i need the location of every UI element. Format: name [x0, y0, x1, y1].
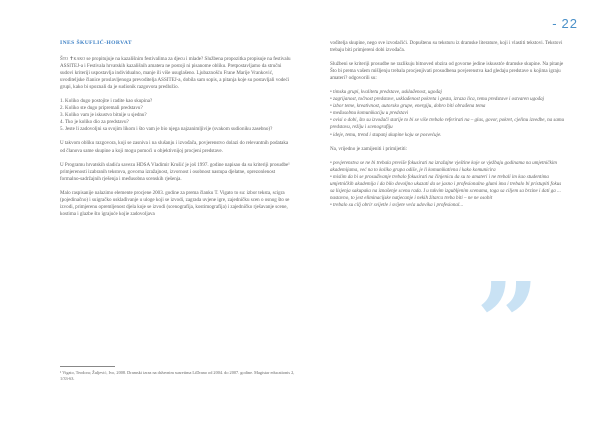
question-item: 1. Koliko dugo postojite i radite kao skupina?	[60, 98, 153, 105]
paragraph-criteria-1997: U Programu hrvatskih sladića savezu HDSA Vladimir Krušić je još 1997. godine napisao da su kriteriji prosudbe¹ primjerenosti izabranih tekstova, govorna izražajnost, izvornost i osobnost nastupa djelatne, oprezonlenost formalno-sadržajnih rješenja i međusobna scenskih rješenja.	[60, 161, 290, 182]
page-number-dash: -	[552, 16, 558, 31]
list-item: • trebalo su cilj obrir svijetle i svijete veća udovika i profesional...	[330, 201, 464, 208]
opinions-list	[330, 160, 566, 209]
paragraph-conversation: U takvom obliku razgovora, koji se zasniva i na slušanju i izvođača, povjerenstvo dolazi do relevantnih podataka od članova same skupine a koji mogu pomoći u objektivnijoj procjeni predstave.	[60, 140, 289, 154]
intro-text: se propitujuje na kazališnim festivalima za djecu i mlade? Službena propozitka propisuje na festivalu ASSITEJ-a i Festivala hrvatskih kazališnih amatera ne postoji ni pisanome obliku. Pretpostavljamo da stručni sudovi kriteriji uspostavlja individualno, manje ili više usuglašeno. Ljubaznošću Frane Marije Vranković, uvoditeljske članice proslavljenoga prevoditelja ASSITEJ-a, dobila sam sopis, a pitanja koje su postavljali vodeći grupi, kako bi spoznali da je sudionik razgovora predložio.	[60, 56, 291, 91]
paragraph-note: Na, vrijedno je zamijeniti i primijetiti:	[330, 145, 408, 152]
page-number	[552, 16, 578, 31]
right-column	[330, 40, 566, 216]
paragraph-continuation: vođitelja skupine, nego sve izvodačići. Dopuštenu su teksturu iz dramske literature, koji i vlastiti tekstovi. Tekstovi trebaju biti primjereni dobi izvođača.	[330, 40, 563, 54]
footnote-divider	[60, 366, 115, 367]
list-item: • ideje, temu, trend i stupanj skupine koju se posvećuje.	[330, 131, 442, 138]
list-item: • zagrijanost, točnost predstave, usklađenost pokreta i gesta, izraza lica, temu predstave i ostvaren ugođaj	[330, 96, 545, 103]
list-item: • ovisi o dobi, što su izvođači starije to bi se više trebalo referirati na – glas, govor, pokret, cjelinu izvedbe, na samu predstavu, režiju i scenografiju	[330, 117, 565, 131]
paragraph-survey-question: Službeni se kriteriji prosudbe ne razlikuju bitnoved obzira od govorne jedine iskusstće dramske skupine. Na pitanje Što bi prema vašem mišljenju trebala procjenjivati prosudbena povjerenstva kad gledaju predstave u kojima igraju amateri? odgovorili su:	[330, 61, 564, 82]
list-item: • timsku grupi, kvalitetu predstave, usklađenost, ugođaj	[330, 89, 442, 96]
question-item: 5. Jeste li zadovoljni sa svojim likom i što vam je bio njega najzanimljivije (svakom sudioniku zasebno)?	[60, 126, 273, 133]
intro-small-caps: Što ✝kako	[60, 56, 86, 62]
list-item: • mislim da bi se prosuđivanje trebalo fokusirati na činjenicu da su to amateri i ne trebali im kao studentima umjetničkih akademija i da bilo dovoljno ukazati da se jasno i profesionalno glumi ima i trebalo bi pristupiti fokus sa lisjenja sakupaka na iznašenje scenu rada. I u takvim izgubljenim scenama, toga sa ciljem sa brzine i dati ga ... nastavno, to jest eliminacijske natjecanje i nekih žitarca treba biti – ne ne osobit	[330, 173, 562, 201]
paragraph-criteria-2003: Malo raspisanije nalazimo elemente procjene 2003. godine za prema članku T. Vigato to su: izbor teksta, scigra (pojedinačno) i suigračko usklađivanje u uloge koji se izvodi, zagrada uvjene igre, zajedničku scen o osnog što se izvodi, primjerenu opremljenost djela koje se izvodi (scenografija, kostimografija) i zajedničko rješavanje scene, kostima i glazbe što igrajuće kojie zadovoljava	[60, 189, 290, 217]
list-item: • povjerenstva se ne bi trebala previše fokusirati na izražajne vještine koje se vježbaju godinama na umjetničkim akademijama, već na to koliko grupa odiše, je li komunikativna i kako komunicira	[330, 159, 557, 173]
question-item: 4. Tko je koliko dio za predstavu?	[60, 119, 129, 126]
question-item: 2. Koliko ste dugo pripremali predstavu?	[60, 105, 143, 112]
intro-paragraph	[60, 56, 292, 91]
question-list	[60, 98, 292, 133]
footnote: ¹ Vigato, Teodora; Žuljević, Ivo, 2008. Dramski izraz na državnim susretima LiDrano od 2004. do 2007. godine. Magistar educationis 2, 1/33-63.	[60, 370, 295, 381]
page-number-value: 22	[561, 16, 578, 31]
list-item: • izbor teme, kreativnost, autorsko grupe, energiju, dobro biti obrađena tema	[330, 103, 486, 110]
closing-double-quote-icon: ”	[476, 258, 540, 387]
author-heading: INES ŠKUFLIĆ-HORVAT	[60, 40, 133, 46]
answers-list	[330, 89, 566, 138]
left-column	[60, 56, 292, 225]
question-item: 3. Koliko vam je iskustvo bitnije u sjednu?	[60, 112, 147, 119]
list-item: • međusobnu komunikaciju u predstavi	[330, 110, 409, 117]
